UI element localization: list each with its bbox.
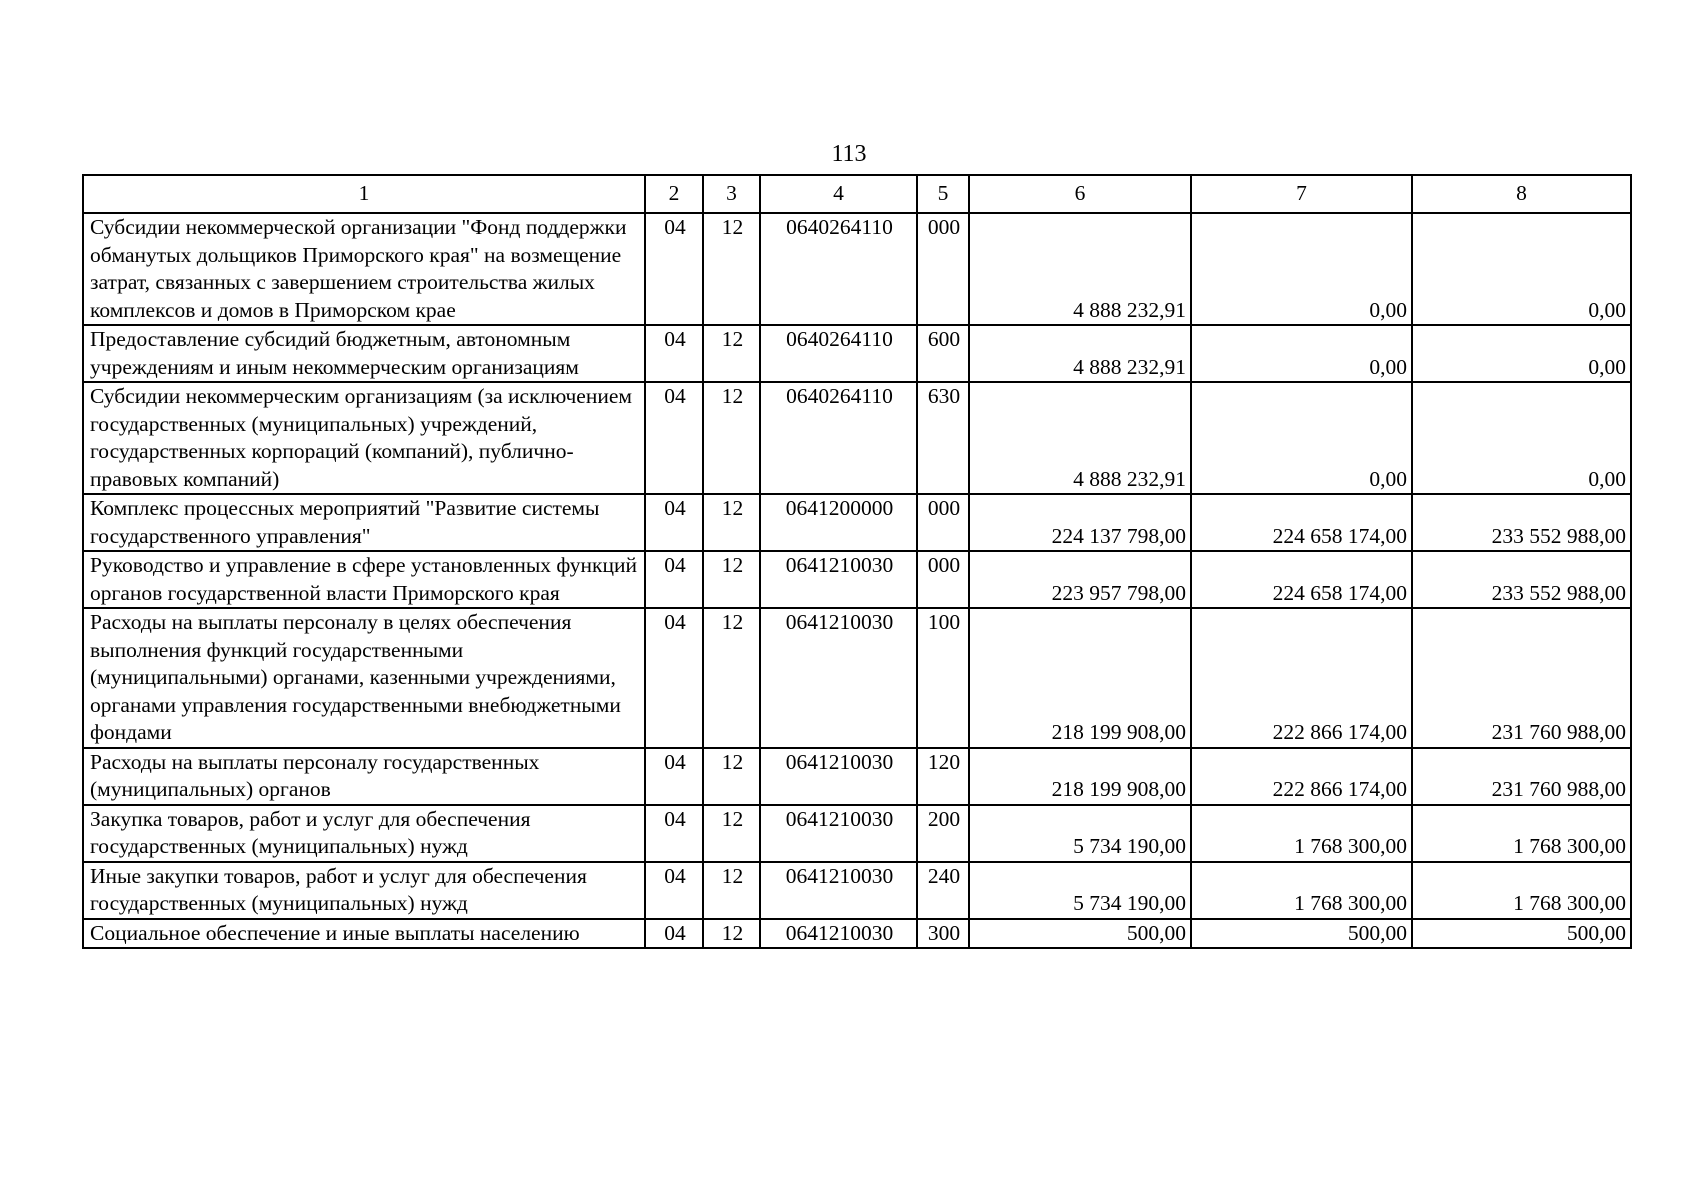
expense-name-cell: Субсидии некоммерческим организациям (за исключением государственных (муниципальных) учреждений, государственных корпораций (компаний), публично-правовых компаний) (83, 382, 645, 494)
amount-column-8-cell: 1 768 300,00 (1412, 862, 1631, 919)
amount-column-8-cell: 0,00 (1412, 325, 1631, 382)
target-article-code-cell: 0640264110 (760, 382, 917, 494)
column-number-header-row (83, 175, 1631, 213)
subsection-code-cell: 12 (703, 862, 760, 919)
expense-type-code-cell: 200 (917, 805, 969, 862)
subsection-code-cell: 12 (703, 748, 760, 805)
expense-type-code-cell: 100 (917, 608, 969, 748)
section-code-cell: 04 (645, 805, 703, 862)
expense-name-cell: Социальное обеспечение и иные выплаты населению (83, 919, 645, 949)
table-row (83, 325, 1631, 382)
amount-column-8-cell: 0,00 (1412, 213, 1631, 325)
amount-column-6-cell: 5 734 190,00 (969, 862, 1191, 919)
amount-column-6-cell: 218 199 908,00 (969, 608, 1191, 748)
section-code-cell: 04 (645, 551, 703, 608)
target-article-code-cell: 0641210030 (760, 608, 917, 748)
expense-name-cell: Субсидии некоммерческой организации "Фонд поддержки обманутых дольщиков Приморского края" на возмещение затрат, связанных с завершением строительства жилых комплексов и домов в Приморском крае (83, 213, 645, 325)
target-article-code-cell: 0641210030 (760, 551, 917, 608)
column-number-header: 1 (83, 175, 645, 213)
expense-type-code-cell: 240 (917, 862, 969, 919)
table-row (83, 748, 1631, 805)
expense-type-code-cell: 300 (917, 919, 969, 949)
amount-column-7-cell: 1 768 300,00 (1191, 805, 1412, 862)
subsection-code-cell: 12 (703, 608, 760, 748)
amount-column-7-cell: 224 658 174,00 (1191, 494, 1412, 551)
table-row (83, 551, 1631, 608)
amount-column-8-cell: 233 552 988,00 (1412, 494, 1631, 551)
expense-name-cell: Закупка товаров, работ и услуг для обеспечения государственных (муниципальных) нужд (83, 805, 645, 862)
amount-column-6-cell: 224 137 798,00 (969, 494, 1191, 551)
target-article-code-cell: 0641210030 (760, 748, 917, 805)
section-code-cell: 04 (645, 494, 703, 551)
section-code-cell: 04 (645, 748, 703, 805)
amount-column-7-cell: 1 768 300,00 (1191, 862, 1412, 919)
amount-column-7-cell: 0,00 (1191, 382, 1412, 494)
amount-column-6-cell: 218 199 908,00 (969, 748, 1191, 805)
target-article-code-cell: 0641200000 (760, 494, 917, 551)
amount-column-8-cell: 1 768 300,00 (1412, 805, 1631, 862)
expense-name-cell: Расходы на выплаты персоналу в целях обеспечения выполнения функций государственными (муниципальными) органами, казенными учреждениями, органами управления государственными внебюджетными фондами (83, 608, 645, 748)
amount-column-8-cell: 500,00 (1412, 919, 1631, 949)
amount-column-7-cell: 222 866 174,00 (1191, 608, 1412, 748)
amount-column-6-cell: 500,00 (969, 919, 1191, 949)
amount-column-8-cell: 0,00 (1412, 382, 1631, 494)
expense-name-cell: Иные закупки товаров, работ и услуг для обеспечения государственных (муниципальных) нужд (83, 862, 645, 919)
subsection-code-cell: 12 (703, 551, 760, 608)
table-row (83, 608, 1631, 748)
amount-column-8-cell: 233 552 988,00 (1412, 551, 1631, 608)
column-number-header: 6 (969, 175, 1191, 213)
subsection-code-cell: 12 (703, 213, 760, 325)
amount-column-6-cell: 4 888 232,91 (969, 325, 1191, 382)
amount-column-7-cell: 500,00 (1191, 919, 1412, 949)
amount-column-8-cell: 231 760 988,00 (1412, 608, 1631, 748)
expense-name-cell: Предоставление субсидий бюджетным, автономным учреждениям и иным некоммерческим организациям (83, 325, 645, 382)
expense-type-code-cell: 000 (917, 494, 969, 551)
target-article-code-cell: 0641210030 (760, 805, 917, 862)
section-code-cell: 04 (645, 382, 703, 494)
expense-name-cell: Комплекс процессных мероприятий "Развитие системы государственного управления" (83, 494, 645, 551)
expense-type-code-cell: 000 (917, 551, 969, 608)
table-row (83, 862, 1631, 919)
target-article-code-cell: 0640264110 (760, 213, 917, 325)
subsection-code-cell: 12 (703, 494, 760, 551)
section-code-cell: 04 (645, 862, 703, 919)
section-code-cell: 04 (645, 608, 703, 748)
amount-column-6-cell: 5 734 190,00 (969, 805, 1191, 862)
subsection-code-cell: 12 (703, 325, 760, 382)
target-article-code-cell: 0641210030 (760, 862, 917, 919)
column-number-header: 8 (1412, 175, 1631, 213)
column-number-header: 3 (703, 175, 760, 213)
column-number-header: 5 (917, 175, 969, 213)
amount-column-6-cell: 4 888 232,91 (969, 382, 1191, 494)
subsection-code-cell: 12 (703, 805, 760, 862)
amount-column-7-cell: 222 866 174,00 (1191, 748, 1412, 805)
target-article-code-cell: 0641210030 (760, 919, 917, 949)
amount-column-7-cell: 224 658 174,00 (1191, 551, 1412, 608)
table-row (83, 919, 1631, 949)
column-number-header: 2 (645, 175, 703, 213)
page-number: 113 (831, 141, 867, 167)
expense-type-code-cell: 120 (917, 748, 969, 805)
expense-name-cell: Расходы на выплаты персоналу государственных (муниципальных) органов (83, 748, 645, 805)
table-row (83, 494, 1631, 551)
amount-column-6-cell: 223 957 798,00 (969, 551, 1191, 608)
amount-column-6-cell: 4 888 232,91 (969, 213, 1191, 325)
amount-column-8-cell: 231 760 988,00 (1412, 748, 1631, 805)
table-row (83, 805, 1631, 862)
expense-name-cell: Руководство и управление в сфере установленных функций органов государственной власти Приморского края (83, 551, 645, 608)
column-number-header: 7 (1191, 175, 1412, 213)
section-code-cell: 04 (645, 325, 703, 382)
section-code-cell: 04 (645, 919, 703, 949)
budget-table (82, 174, 1632, 949)
subsection-code-cell: 12 (703, 919, 760, 949)
section-code-cell: 04 (645, 213, 703, 325)
expense-type-code-cell: 630 (917, 382, 969, 494)
expense-type-code-cell: 000 (917, 213, 969, 325)
target-article-code-cell: 0640264110 (760, 325, 917, 382)
column-number-header: 4 (760, 175, 917, 213)
amount-column-7-cell: 0,00 (1191, 213, 1412, 325)
expense-type-code-cell: 600 (917, 325, 969, 382)
amount-column-7-cell: 0,00 (1191, 325, 1412, 382)
subsection-code-cell: 12 (703, 382, 760, 494)
table-row (83, 213, 1631, 325)
table-row (83, 382, 1631, 494)
